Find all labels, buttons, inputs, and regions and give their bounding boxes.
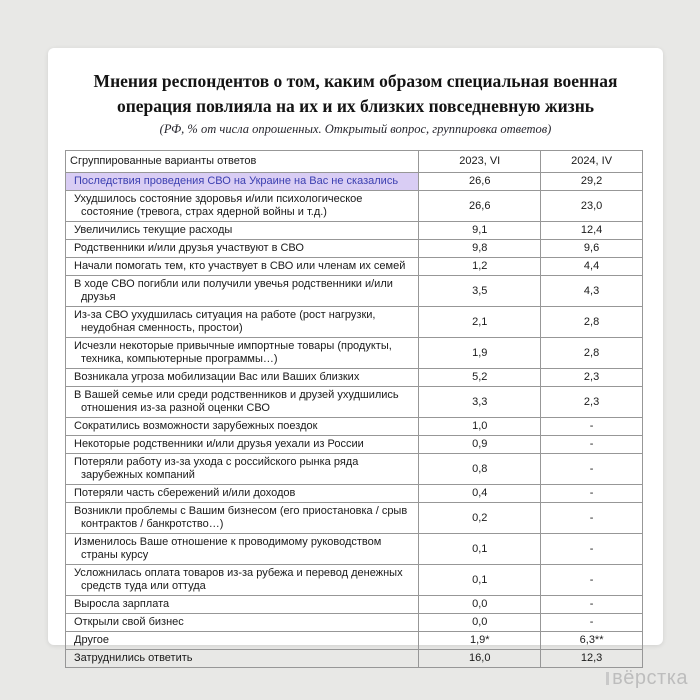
value-2024: 23,0 [541,191,643,222]
table-row [66,485,643,503]
answer-label: Выросла зарплата [66,596,419,614]
table-header-row [66,151,643,173]
answer-label: Начали помогать тем, кто участвует в СВО или членам их семей [66,258,419,276]
table-row [66,173,643,191]
answer-label: Ухудшилось состояние здоровья и/или психологическое состояние (тревога, страх ядерной войны и т.д.) [66,191,419,222]
value-2024: - [541,454,643,485]
value-2023: 16,0 [419,650,541,668]
value-2023: 1,2 [419,258,541,276]
answer-label: Сократились возможности зарубежных поездок [66,418,419,436]
value-2023: 0,0 [419,614,541,632]
column-header-answers: Сгруппированные варианты ответов [66,151,419,173]
value-2023: 2,1 [419,307,541,338]
value-2024: 2,3 [541,387,643,418]
table-row [66,418,643,436]
value-2023: 0,2 [419,503,541,534]
answer-label-highlighted: Последствия проведения СВО на Украине на Вас не сказались [66,173,419,191]
value-2023: 9,1 [419,222,541,240]
answer-label: Из-за СВО ухудшилась ситуация на работе (рост нагрузки, неудобная сменность, простои) [66,307,419,338]
answer-label: Открыли свой бизнес [66,614,419,632]
table-row [66,191,643,222]
value-2023: 0,9 [419,436,541,454]
survey-table [65,150,643,668]
table-row [66,436,643,454]
value-2023: 0,8 [419,454,541,485]
column-header-2024: 2024, IV [541,151,643,173]
value-2024: 2,3 [541,369,643,387]
value-2023: 26,6 [419,173,541,191]
survey-card [48,48,663,664]
subtitle: (РФ, % от числа опрошенных. Открытый вопрос, группировка ответов) [159,122,552,136]
table-row [66,534,643,565]
value-2024: 29,2 [541,173,643,191]
answer-label: Возникала угроза мобилизации Вас или Ваших близких [66,369,419,387]
value-2024: - [541,436,643,454]
value-2024: - [541,418,643,436]
table-row [66,387,643,418]
answer-label: Усложнилась оплата товаров из-за рубежа и перевод денежных средств туда или оттуда [66,565,419,596]
value-2024: - [541,534,643,565]
value-2024: 4,3 [541,276,643,307]
value-2024: 4,4 [541,258,643,276]
value-2024: 12,4 [541,222,643,240]
answer-label: Возникли проблемы с Вашим бизнесом (его приостановка / срыв контрактов / банкротство…) [66,503,419,534]
table-row [66,240,643,258]
table-row [66,565,643,596]
value-2024: - [541,614,643,632]
answer-label: Другое [66,632,419,650]
title-line-2: операция повлияла на их и их близких повседневную жизнь [116,96,595,116]
answer-label: Увеличились текущие расходы [66,222,419,240]
table-row [66,650,643,668]
value-2024: 6,3** [541,632,643,650]
value-2024: - [541,503,643,534]
table-row [66,276,643,307]
table-row [66,258,643,276]
value-2023: 26,6 [419,191,541,222]
answer-label: Изменилось Ваше отношение к проводимому руководством страны курсу [66,534,419,565]
watermark-label: вёрстка [612,667,688,689]
answer-label: В ходе СВО погибли или получили увечья родственники и/или друзья [66,276,419,307]
answer-label: Потеряли часть сбережений и/или доходов [66,485,419,503]
table-row [66,632,643,650]
table-row [66,454,643,485]
title-line-1: Мнения респондентов о том, каким образом специальная военная [93,71,618,91]
value-2023: 3,5 [419,276,541,307]
value-2024: - [541,565,643,596]
answer-label: Исчезли некоторые привычные импортные товары (продукты, техника, компьютерные программы…) [66,338,419,369]
value-2023: 9,8 [419,240,541,258]
answer-label: Родственники и/или друзья участвуют в СВО [66,240,419,258]
table-row [66,307,643,338]
value-2024: - [541,596,643,614]
value-2023: 0,1 [419,534,541,565]
column-header-2023: 2023, VI [419,151,541,173]
table-row [66,222,643,240]
table-row [66,369,643,387]
table-body [66,173,643,668]
table-row [66,596,643,614]
value-2023: 1,9 [419,338,541,369]
page-title [48,69,663,119]
value-2023: 1,9* [419,632,541,650]
value-2024: 2,8 [541,338,643,369]
value-2024: 12,3 [541,650,643,668]
value-2024: 2,8 [541,307,643,338]
value-2023: 0,1 [419,565,541,596]
table-row [66,338,643,369]
table-row [66,614,643,632]
value-2023: 0,0 [419,596,541,614]
value-2024: 9,6 [541,240,643,258]
value-2023: 3,3 [419,387,541,418]
value-2023: 1,0 [419,418,541,436]
watermark-bar-icon [606,672,609,685]
answer-label: Потеряли работу из-за ухода с российского рынка ряда зарубежных компаний [66,454,419,485]
answer-label: Некоторые родственники и/или друзья уехали из России [66,436,419,454]
value-2024: - [541,485,643,503]
table-row [66,503,643,534]
value-2023: 5,2 [419,369,541,387]
value-2023: 0,4 [419,485,541,503]
answer-label: В Вашей семье или среди родственников и друзей ухудшились отношения из-за разной оценки СВО [66,387,419,418]
title-block [48,48,663,137]
answer-label: Затруднились ответить [66,650,419,668]
verstka-watermark [606,667,688,690]
